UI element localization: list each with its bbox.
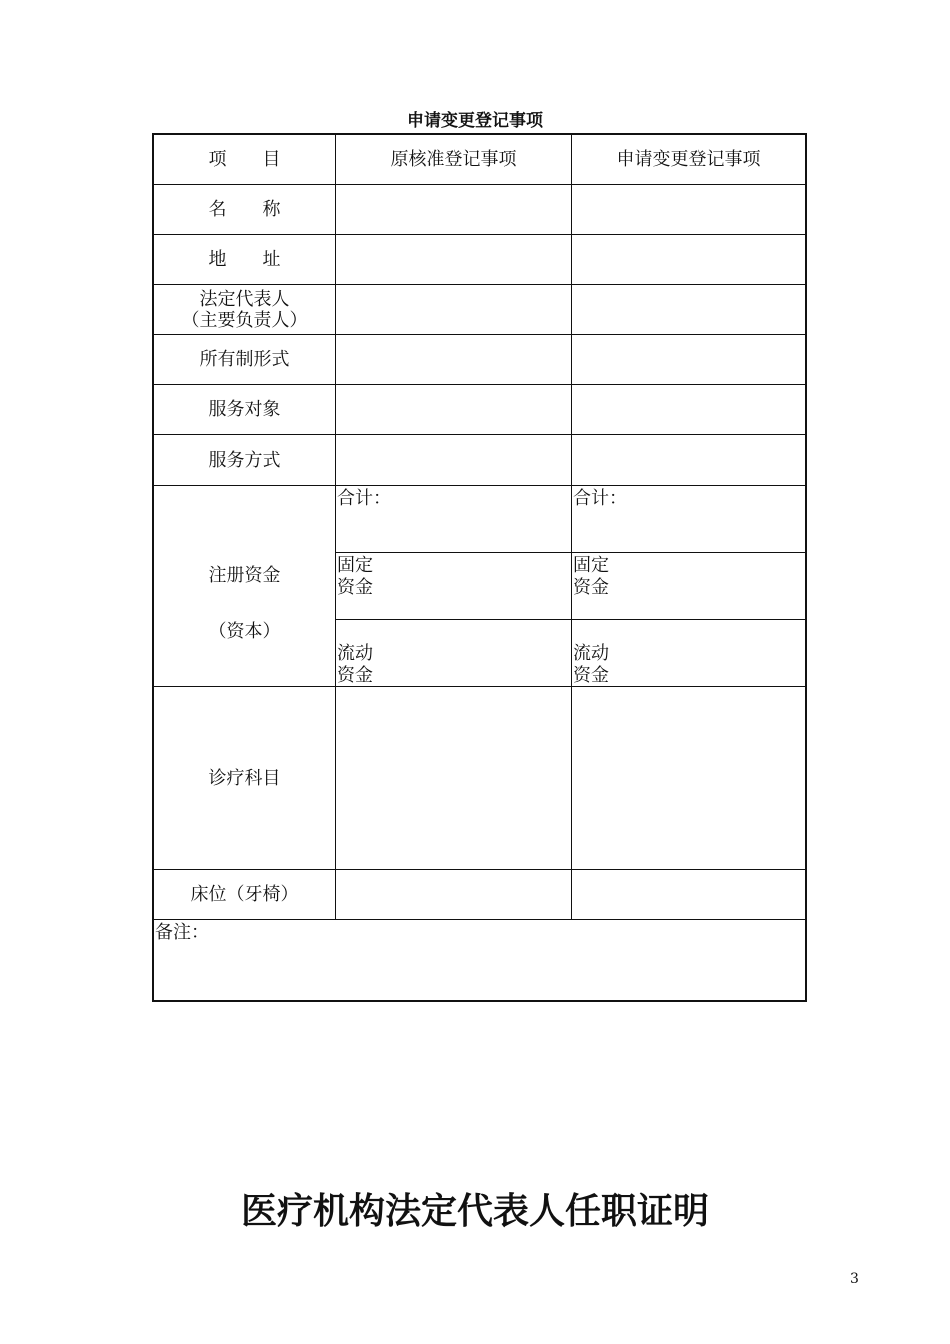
row-divider — [154, 485, 805, 486]
header-original: 原核准登记事项 — [390, 149, 517, 170]
change-liquid-capital-line1: 流动 — [573, 643, 609, 664]
column-divider — [571, 135, 572, 920]
original-liquid-capital-line2: 资金 — [337, 665, 373, 686]
label-capital-note: （资本） — [208, 621, 281, 642]
page-number: 3 — [850, 1271, 859, 1287]
label-address: 地 址 — [208, 249, 281, 270]
header-item: 项 目 — [208, 149, 281, 170]
original-fixed-capital-line2: 资金 — [337, 577, 373, 598]
label-legal-representative — [154, 285, 335, 334]
original-fixed-capital-line1: 固定 — [337, 555, 373, 576]
table-title: 申请变更登记事项 — [407, 111, 543, 131]
document-title: 医疗机构法定代表人任职证明 — [240, 1191, 709, 1232]
label-name: 名 称 — [208, 199, 281, 220]
label-service-mode: 服务方式 — [208, 449, 281, 471]
label-capital: 注册资金 — [208, 565, 281, 586]
change-capital-total: 合计： — [573, 488, 627, 509]
header-change: 申请变更登记事项 — [616, 149, 761, 170]
row-divider — [154, 919, 805, 920]
label-subjects: 诊疗科目 — [208, 767, 281, 789]
label-legal-rep-line1: 法定代表人 — [199, 288, 290, 310]
change-registration-table — [152, 133, 807, 1002]
change-liquid-capital-line2: 资金 — [573, 665, 609, 686]
change-fixed-capital-line2: 资金 — [573, 577, 609, 598]
remarks-label: 备注： — [155, 922, 209, 943]
label-beds: 床位（牙椅） — [190, 884, 299, 905]
label-ownership: 所有制形式 — [199, 349, 290, 370]
label-legal-rep-line2: （主要负责人） — [181, 309, 308, 331]
original-liquid-capital-line1: 流动 — [337, 643, 373, 664]
original-capital-total: 合计： — [337, 488, 391, 509]
label-service-target: 服务对象 — [208, 399, 281, 420]
column-divider — [335, 135, 336, 920]
change-fixed-capital-line1: 固定 — [573, 555, 609, 576]
